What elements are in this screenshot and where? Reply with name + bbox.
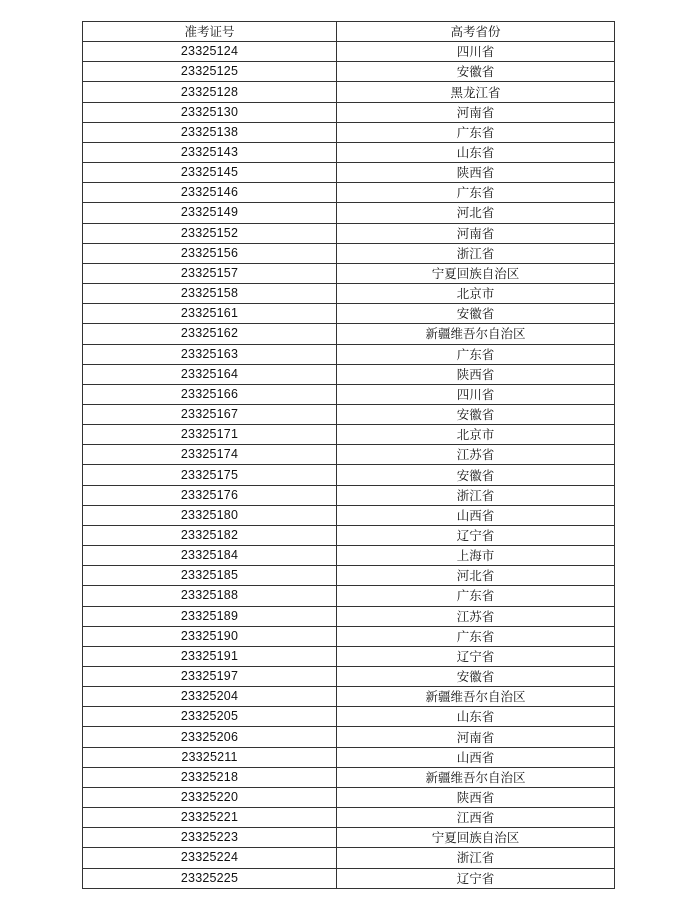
province-cell: 新疆维吾尔自治区 [337,324,615,344]
province-cell: 北京市 [337,425,615,445]
province-cell: 山东省 [337,142,615,162]
province-cell: 安徽省 [337,667,615,687]
admission-number-cell: 23325197 [83,667,337,687]
admission-number-cell: 23325124 [83,42,337,62]
table-row [83,445,615,465]
table-row [83,425,615,445]
admission-number-cell: 23325204 [83,687,337,707]
admission-number-cell: 23325180 [83,505,337,525]
table-row [83,767,615,787]
province-cell: 陕西省 [337,163,615,183]
province-cell: 安徽省 [337,465,615,485]
province-cell: 山东省 [337,707,615,727]
province-cell: 安徽省 [337,404,615,424]
admission-number-cell: 23325157 [83,263,337,283]
table-row [83,687,615,707]
table-row [83,667,615,687]
province-cell: 广东省 [337,122,615,142]
table-row [83,566,615,586]
admission-number-cell: 23325161 [83,304,337,324]
province-cell: 河南省 [337,727,615,747]
admission-number-cell: 23325163 [83,344,337,364]
table-row [83,646,615,666]
admission-number-cell: 23325191 [83,646,337,666]
admission-number-cell: 23325189 [83,606,337,626]
table-row [83,808,615,828]
table-row [83,324,615,344]
province-cell: 安徽省 [337,304,615,324]
table-row [83,263,615,283]
table-row [83,586,615,606]
province-cell: 陕西省 [337,364,615,384]
table-row [83,223,615,243]
admission-number-cell: 23325149 [83,203,337,223]
admission-number-cell: 23325174 [83,445,337,465]
table-row [83,142,615,162]
province-cell: 黑龙江省 [337,82,615,102]
admission-table [82,21,615,889]
table-row [83,102,615,122]
province-cell: 江西省 [337,808,615,828]
table-row [83,243,615,263]
admission-number-cell: 23325130 [83,102,337,122]
table-row [83,828,615,848]
province-cell: 辽宁省 [337,525,615,545]
province-cell: 北京市 [337,284,615,304]
province-cell: 辽宁省 [337,646,615,666]
table-row [83,122,615,142]
admission-number-cell: 23325166 [83,384,337,404]
admission-number-cell: 23325221 [83,808,337,828]
admission-number-cell: 23325220 [83,787,337,807]
table-row [83,42,615,62]
admission-number-cell: 23325138 [83,122,337,142]
admission-number-cell: 23325224 [83,848,337,868]
table-row [83,344,615,364]
province-cell: 四川省 [337,384,615,404]
header-admission-number: 准考证号 [83,22,337,42]
admission-number-cell: 23325128 [83,82,337,102]
table-row [83,747,615,767]
table-row [83,606,615,626]
admission-number-cell: 23325188 [83,586,337,606]
admission-number-cell: 23325162 [83,324,337,344]
table-row [83,626,615,646]
province-cell: 浙江省 [337,243,615,263]
admission-number-cell: 23325167 [83,404,337,424]
province-cell: 浙江省 [337,485,615,505]
table-row [83,82,615,102]
table-row [83,203,615,223]
province-cell: 江苏省 [337,445,615,465]
province-cell: 河南省 [337,102,615,122]
table-row [83,727,615,747]
table-row [83,707,615,727]
table-row [83,384,615,404]
table-row [83,485,615,505]
admission-number-cell: 23325223 [83,828,337,848]
admission-number-cell: 23325206 [83,727,337,747]
admission-number-cell: 23325156 [83,243,337,263]
admission-number-cell: 23325190 [83,626,337,646]
table-row [83,848,615,868]
admission-number-cell: 23325225 [83,868,337,888]
province-cell: 辽宁省 [337,868,615,888]
table-row [83,868,615,888]
province-cell: 广东省 [337,183,615,203]
province-cell: 江苏省 [337,606,615,626]
province-cell: 山西省 [337,747,615,767]
province-cell: 新疆维吾尔自治区 [337,767,615,787]
province-cell: 广东省 [337,344,615,364]
table-row [83,62,615,82]
header-province: 高考省份 [337,22,615,42]
admission-number-cell: 23325158 [83,284,337,304]
province-cell: 四川省 [337,42,615,62]
province-cell: 宁夏回族自治区 [337,828,615,848]
table-row [83,787,615,807]
province-cell: 河北省 [337,203,615,223]
table-row [83,364,615,384]
table-row [83,546,615,566]
admission-number-cell: 23325146 [83,183,337,203]
table-row [83,525,615,545]
province-cell: 上海市 [337,546,615,566]
province-cell: 新疆维吾尔自治区 [337,687,615,707]
table-header-row [83,22,615,42]
admission-number-cell: 23325152 [83,223,337,243]
admission-number-cell: 23325171 [83,425,337,445]
table-row [83,465,615,485]
table-row [83,304,615,324]
admission-number-cell: 23325182 [83,525,337,545]
admission-number-cell: 23325175 [83,465,337,485]
admission-number-cell: 23325205 [83,707,337,727]
admission-number-cell: 23325164 [83,364,337,384]
table-row [83,404,615,424]
province-cell: 陕西省 [337,787,615,807]
province-cell: 河南省 [337,223,615,243]
admission-number-cell: 23325145 [83,163,337,183]
admission-number-cell: 23325185 [83,566,337,586]
admission-number-cell: 23325143 [83,142,337,162]
admission-number-cell: 23325211 [83,747,337,767]
province-cell: 河北省 [337,566,615,586]
admission-number-cell: 23325184 [83,546,337,566]
admission-number-cell: 23325218 [83,767,337,787]
province-cell: 山西省 [337,505,615,525]
province-cell: 安徽省 [337,62,615,82]
table-row [83,183,615,203]
table-row [83,284,615,304]
admission-number-cell: 23325125 [83,62,337,82]
province-cell: 广东省 [337,626,615,646]
table-row [83,505,615,525]
admission-number-cell: 23325176 [83,485,337,505]
province-cell: 浙江省 [337,848,615,868]
province-cell: 宁夏回族自治区 [337,263,615,283]
table-row [83,163,615,183]
province-cell: 广东省 [337,586,615,606]
